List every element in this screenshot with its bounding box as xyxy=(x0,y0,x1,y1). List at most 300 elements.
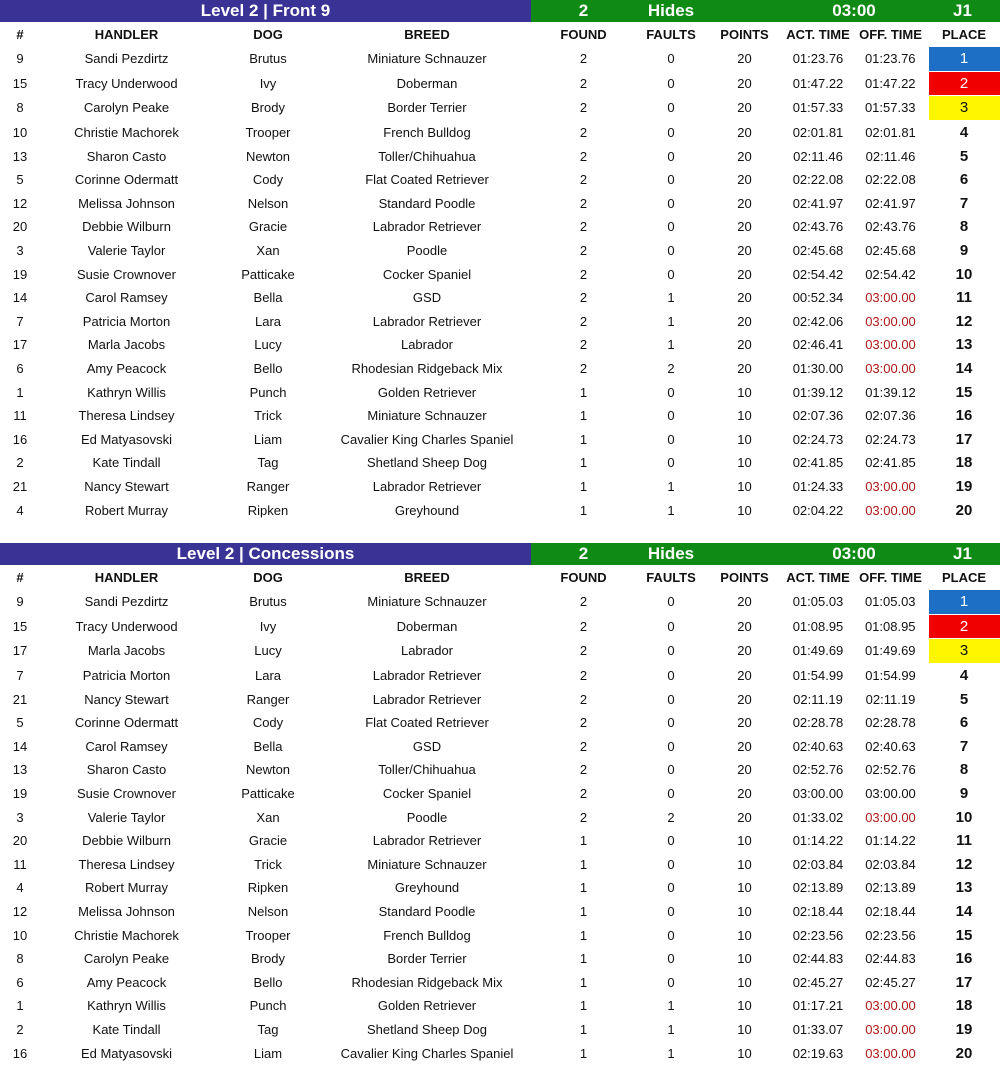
cell-faults: 0 xyxy=(667,833,675,849)
table-row xyxy=(0,215,1000,239)
cell-faults: 0 xyxy=(667,951,675,967)
cell-off-time: 02:28.78 xyxy=(865,715,916,731)
cell-breed: Labrador Retriever xyxy=(372,691,482,707)
cell-points: 10 xyxy=(737,833,752,849)
cell-place: 2 xyxy=(928,614,1000,639)
cell-found: 1 xyxy=(579,998,588,1014)
cell-faults: 0 xyxy=(667,974,675,990)
cell-off-time: 02:11.19 xyxy=(865,691,916,707)
cell-points: 20 xyxy=(737,313,752,329)
cell-act-time: 02:44.83 xyxy=(792,951,844,967)
cell-number: 20 xyxy=(12,219,28,235)
cell-found: 2 xyxy=(579,361,588,377)
cell-number: 20 xyxy=(12,833,28,849)
cell-breed: Labrador Retriever xyxy=(372,219,482,235)
cell-faults: 1 xyxy=(667,1021,675,1037)
cell-act-time: 01:54.99 xyxy=(792,667,844,683)
cell-place: 4 xyxy=(959,124,969,142)
table-row xyxy=(0,923,1000,947)
table-row xyxy=(0,971,1000,995)
judge-label: J1 xyxy=(953,1,972,20)
table-row xyxy=(0,687,1000,711)
cell-found: 1 xyxy=(579,384,588,400)
cell-number: 11 xyxy=(13,408,27,424)
cell-faults: 0 xyxy=(667,691,675,707)
cell-breed: Doberman xyxy=(396,75,458,91)
table-row xyxy=(0,47,1000,72)
cell-off-time: 02:54.42 xyxy=(865,266,916,282)
cell-off-time: 03:00.00 xyxy=(865,809,916,825)
cell-breed: Shetland Sheep Dog xyxy=(367,455,487,471)
cell-found: 2 xyxy=(579,243,588,259)
table-row xyxy=(0,614,1000,639)
cell-act-time: 02:03.84 xyxy=(792,856,844,872)
cell-act-time: 03:00.00 xyxy=(792,786,844,802)
table-body xyxy=(0,590,1000,1065)
cell-faults: 0 xyxy=(667,243,675,259)
cell-place: 9 xyxy=(959,785,969,803)
cell-breed: French Bulldog xyxy=(383,927,471,943)
cell-dog: Xan xyxy=(256,243,280,259)
cell-points: 20 xyxy=(737,51,752,67)
table-row xyxy=(0,144,1000,168)
section-title: Level 2 | Concessions xyxy=(0,543,531,565)
cell-act-time: 02:13.89 xyxy=(792,880,844,896)
results-table xyxy=(0,565,1000,1065)
table-row xyxy=(0,639,1000,664)
cell-breed: Doberman xyxy=(396,618,458,634)
cell-place: 19 xyxy=(955,1020,973,1038)
cell-dog: Brody xyxy=(251,951,285,967)
cell-points: 20 xyxy=(737,337,752,353)
cell-handler: Ed Matyasovski xyxy=(80,1045,173,1061)
cell-act-time: 02:19.63 xyxy=(792,1045,844,1061)
cell-place: 14 xyxy=(955,903,973,921)
cell-number: 7 xyxy=(16,313,24,329)
section-title-bar xyxy=(0,0,1000,22)
cell-off-time: 01:49.69 xyxy=(864,643,916,659)
cell-found: 2 xyxy=(579,290,588,306)
cell-number: 13 xyxy=(12,148,28,164)
cell-points: 20 xyxy=(737,266,752,282)
cell-faults: 0 xyxy=(667,643,675,659)
cell-off-time: 02:01.81 xyxy=(865,124,916,140)
cell-faults: 0 xyxy=(667,124,675,140)
cell-number: 6 xyxy=(16,974,24,990)
cell-handler: Carolyn Peake xyxy=(83,100,170,116)
time-limit: 03:00 xyxy=(832,1,876,20)
cell-number: 19 xyxy=(12,786,28,802)
cell-act-time: 01:33.02 xyxy=(792,809,844,825)
cell-faults: 0 xyxy=(667,148,675,164)
cell-handler: Corinne Odermatt xyxy=(74,172,179,188)
cell-act-time: 01:05.03 xyxy=(792,594,844,610)
cell-breed: Cavalier King Charles Spaniel xyxy=(340,431,514,447)
cell-off-time: 01:23.76 xyxy=(864,51,916,67)
cell-handler: Carol Ramsey xyxy=(85,290,168,306)
cell-act-time: 01:33.07 xyxy=(792,1021,844,1037)
table-row xyxy=(0,120,1000,144)
cell-off-time: 01:08.95 xyxy=(864,618,916,634)
cell-found: 2 xyxy=(579,715,588,731)
column-header-off-time: OFF. TIME xyxy=(859,569,922,585)
cell-breed: Poodle xyxy=(406,243,448,259)
cell-place: 7 xyxy=(959,194,969,212)
cell-act-time: 02:40.63 xyxy=(792,738,844,754)
cell-breed: French Bulldog xyxy=(383,124,471,140)
table-row xyxy=(0,1018,1000,1042)
cell-handler: Carolyn Peake xyxy=(83,951,170,967)
cell-dog: Patticake xyxy=(241,786,295,802)
cell-act-time: 02:23.56 xyxy=(792,927,844,943)
table-row xyxy=(0,96,1000,121)
cell-number: 2 xyxy=(16,1021,24,1037)
cell-found: 2 xyxy=(579,51,588,67)
cell-act-time: 02:22.08 xyxy=(792,172,844,188)
hides-count: 2 xyxy=(578,544,589,563)
cell-off-time: 02:22.08 xyxy=(865,172,916,188)
cell-breed: Labrador Retriever xyxy=(372,478,482,494)
table-body xyxy=(0,47,1000,522)
cell-handler: Corinne Odermatt xyxy=(74,715,179,731)
cell-dog: Bello xyxy=(253,974,283,990)
column-header-handler: HANDLER xyxy=(94,26,159,42)
cell-number: 2 xyxy=(16,455,24,471)
cell-act-time: 01:14.22 xyxy=(792,833,844,849)
cell-handler: Patricia Morton xyxy=(82,667,171,683)
cell-points: 10 xyxy=(737,951,752,967)
cell-handler: Sharon Casto xyxy=(86,148,167,164)
cell-number: 15 xyxy=(12,75,28,91)
cell-act-time: 02:11.46 xyxy=(793,148,843,164)
cell-place: 19 xyxy=(955,477,973,495)
cell-off-time: 02:23.56 xyxy=(865,927,916,943)
cell-dog: Tag xyxy=(257,455,279,471)
column-header-dog: DOG xyxy=(253,569,283,585)
cell-dog: Punch xyxy=(249,998,287,1014)
column-header-off-time: OFF. TIME xyxy=(859,26,922,42)
cell-place: 16 xyxy=(955,950,973,968)
cell-handler: Christie Machorek xyxy=(74,927,179,943)
cell-points: 10 xyxy=(737,904,752,920)
cell-points: 20 xyxy=(737,290,752,306)
cell-number: 8 xyxy=(16,951,24,967)
cell-breed: Golden Retriever xyxy=(377,998,477,1014)
cell-points: 20 xyxy=(737,715,752,731)
cell-dog: Brutus xyxy=(249,594,287,610)
cell-points: 20 xyxy=(737,691,752,707)
cell-dog: Trick xyxy=(254,856,282,872)
cell-place: 12 xyxy=(955,855,973,873)
cell-found: 2 xyxy=(579,618,588,634)
cell-off-time: 02:45.27 xyxy=(865,974,916,990)
cell-breed: Labrador Retriever xyxy=(372,667,482,683)
table-row xyxy=(0,380,1000,404)
cell-points: 10 xyxy=(737,384,752,400)
cell-off-time: 01:47.22 xyxy=(864,75,916,91)
cell-breed: Miniature Schnauzer xyxy=(367,408,487,424)
cell-handler: Theresa Lindsey xyxy=(78,408,175,424)
cell-found: 2 xyxy=(579,313,588,329)
cell-off-time: 02:45.68 xyxy=(865,243,916,259)
cell-act-time: 01:08.95 xyxy=(792,618,844,634)
cell-place: 1 xyxy=(928,590,1000,615)
cell-act-time: 01:49.69 xyxy=(792,643,844,659)
cell-found: 2 xyxy=(579,643,588,659)
cell-breed: Miniature Schnauzer xyxy=(367,51,487,67)
table-row xyxy=(0,428,1000,452)
cell-breed: Golden Retriever xyxy=(377,384,477,400)
cell-number: 11 xyxy=(13,856,27,872)
cell-found: 1 xyxy=(579,1021,588,1037)
cell-off-time: 02:18.44 xyxy=(865,904,916,920)
cell-off-time: 01:39.12 xyxy=(865,384,916,400)
cell-handler: Amy Peacock xyxy=(86,974,167,990)
cell-points: 20 xyxy=(737,786,752,802)
cell-place: 16 xyxy=(955,407,973,425)
cell-place: 11 xyxy=(956,289,972,307)
cell-found: 1 xyxy=(579,974,588,990)
cell-found: 1 xyxy=(579,408,588,424)
cell-dog: Liam xyxy=(253,1045,283,1061)
table-row xyxy=(0,1041,1000,1065)
column-header-number: # xyxy=(16,569,24,585)
cell-place: 4 xyxy=(959,667,969,685)
table-row xyxy=(0,310,1000,334)
cell-place: 13 xyxy=(955,336,973,354)
cell-found: 1 xyxy=(579,856,588,872)
cell-points: 20 xyxy=(737,643,752,659)
cell-found: 2 xyxy=(579,75,588,91)
table-row xyxy=(0,947,1000,971)
cell-act-time: 02:01.81 xyxy=(792,124,844,140)
cell-number: 17 xyxy=(12,643,28,659)
cell-off-time: 02:24.73 xyxy=(865,431,916,447)
cell-dog: Cody xyxy=(252,172,284,188)
cell-off-time: 02:41.97 xyxy=(865,195,916,211)
cell-number: 1 xyxy=(16,384,24,400)
cell-points: 10 xyxy=(737,998,752,1014)
table-row xyxy=(0,805,1000,829)
cell-dog: Ranger xyxy=(246,691,290,707)
cell-dog: Tag xyxy=(257,1021,279,1037)
cell-place: 20 xyxy=(955,501,973,519)
cell-dog: Nelson xyxy=(247,904,289,920)
cell-handler: Melissa Johnson xyxy=(78,195,175,211)
cell-found: 2 xyxy=(579,195,588,211)
cell-number: 3 xyxy=(16,809,24,825)
cell-points: 20 xyxy=(737,809,752,825)
table-row xyxy=(0,900,1000,924)
cell-handler: Debbie Wilburn xyxy=(82,219,171,235)
cell-dog: Bella xyxy=(253,738,283,754)
hides-label: Hides xyxy=(647,1,695,20)
cell-breed: Labrador xyxy=(400,337,454,353)
table-row xyxy=(0,286,1000,310)
cell-points: 20 xyxy=(737,172,752,188)
cell-faults: 0 xyxy=(667,594,675,610)
cell-act-time: 02:43.76 xyxy=(792,219,844,235)
cell-place: 15 xyxy=(955,383,973,401)
cell-handler: Carol Ramsey xyxy=(85,738,168,754)
cell-faults: 0 xyxy=(667,431,675,447)
cell-place: 1 xyxy=(928,47,1000,72)
cell-number: 9 xyxy=(16,594,24,610)
cell-act-time: 02:24.73 xyxy=(792,431,844,447)
cell-faults: 0 xyxy=(667,266,675,282)
cell-place: 6 xyxy=(959,171,969,189)
cell-dog: Ripken xyxy=(247,880,289,896)
cell-act-time: 01:23.76 xyxy=(792,51,844,67)
cell-dog: Liam xyxy=(253,431,283,447)
cell-points: 20 xyxy=(737,667,752,683)
cell-dog: Bella xyxy=(253,290,283,306)
cell-act-time: 02:54.42 xyxy=(792,266,844,282)
cell-act-time: 02:52.76 xyxy=(792,762,844,778)
table-row xyxy=(0,711,1000,735)
cell-dog: Ivy xyxy=(259,618,277,634)
cell-number: 14 xyxy=(12,290,28,306)
cell-found: 1 xyxy=(579,431,588,447)
cell-breed: Greyhound xyxy=(394,880,460,896)
cell-act-time: 02:07.36 xyxy=(792,408,844,424)
cell-place: 5 xyxy=(959,690,969,708)
cell-off-time: 02:03.84 xyxy=(865,856,916,872)
cell-dog: Trooper xyxy=(245,124,291,140)
table-row xyxy=(0,71,1000,96)
cell-points: 20 xyxy=(737,195,752,211)
cell-number: 14 xyxy=(12,738,28,754)
cell-breed: GSD xyxy=(412,738,442,754)
cell-breed: Flat Coated Retriever xyxy=(365,172,489,188)
cell-found: 1 xyxy=(579,1045,588,1061)
cell-faults: 0 xyxy=(667,51,675,67)
cell-points: 20 xyxy=(737,738,752,754)
results-section-concessions xyxy=(0,543,1000,1065)
cell-number: 13 xyxy=(12,762,28,778)
cell-points: 10 xyxy=(737,431,752,447)
table-row xyxy=(0,239,1000,263)
table-row xyxy=(0,404,1000,428)
cell-points: 20 xyxy=(737,75,752,91)
cell-found: 1 xyxy=(579,904,588,920)
cell-place: 13 xyxy=(955,879,973,897)
cell-off-time: 03:00.00 xyxy=(865,313,916,329)
cell-off-time: 02:41.85 xyxy=(865,455,916,471)
cell-handler: Tracy Underwood xyxy=(75,75,178,91)
cell-off-time: 02:11.46 xyxy=(865,148,916,164)
cell-breed: Standard Poodle xyxy=(378,195,476,211)
table-row xyxy=(0,735,1000,759)
cell-handler: Theresa Lindsey xyxy=(78,856,175,872)
cell-handler: Marla Jacobs xyxy=(87,643,166,659)
section-title-bar xyxy=(0,543,1000,565)
cell-off-time: 02:44.83 xyxy=(865,951,916,967)
column-header-place: PLACE xyxy=(941,569,987,585)
table-row xyxy=(0,168,1000,192)
cell-points: 20 xyxy=(737,100,752,116)
cell-breed: Cocker Spaniel xyxy=(382,266,472,282)
cell-off-time: 03:00.00 xyxy=(865,478,916,494)
cell-breed: Border Terrier xyxy=(387,100,467,116)
column-header-dog: DOG xyxy=(253,26,283,42)
cell-handler: Nancy Stewart xyxy=(84,478,169,494)
cell-handler: Melissa Johnson xyxy=(78,904,175,920)
cell-dog: Trooper xyxy=(245,927,291,943)
cell-number: 12 xyxy=(12,904,28,920)
cell-breed: Greyhound xyxy=(394,502,460,518)
cell-place: 15 xyxy=(955,926,973,944)
cell-found: 2 xyxy=(579,738,588,754)
cell-found: 2 xyxy=(579,172,588,188)
cell-act-time: 01:30.00 xyxy=(792,361,844,377)
cell-faults: 0 xyxy=(667,75,675,91)
cell-dog: Lucy xyxy=(254,337,282,353)
cell-points: 10 xyxy=(737,1045,752,1061)
cell-found: 2 xyxy=(579,786,588,802)
cell-handler: Marla Jacobs xyxy=(87,337,166,353)
cell-dog: Patticake xyxy=(241,266,295,282)
cell-number: 4 xyxy=(16,880,24,896)
results-table xyxy=(0,22,1000,522)
cell-off-time: 01:14.22 xyxy=(865,833,916,849)
cell-faults: 1 xyxy=(667,1045,675,1061)
cell-breed: Poodle xyxy=(406,809,448,825)
table-row xyxy=(0,758,1000,782)
column-header-breed: BREED xyxy=(404,26,450,42)
cell-handler: Sandi Pezdirtz xyxy=(84,594,169,610)
cell-act-time: 00:52.34 xyxy=(792,290,844,306)
cell-handler: Kate Tindall xyxy=(92,455,161,471)
cell-faults: 1 xyxy=(667,502,675,518)
cell-handler: Valerie Taylor xyxy=(87,243,166,259)
cell-act-time: 01:57.33 xyxy=(792,100,844,116)
cell-off-time: 03:00.00 xyxy=(865,1021,916,1037)
cell-place: 17 xyxy=(955,973,973,991)
cell-number: 21 xyxy=(12,691,28,707)
cell-number: 15 xyxy=(12,618,28,634)
cell-handler: Sandi Pezdirtz xyxy=(84,51,169,67)
cell-handler: Debbie Wilburn xyxy=(82,833,171,849)
table-row xyxy=(0,663,1000,687)
cell-breed: Cavalier King Charles Spaniel xyxy=(340,1045,514,1061)
cell-dog: Trick xyxy=(254,408,282,424)
cell-off-time: 03:00.00 xyxy=(865,290,916,306)
hides-count: 2 xyxy=(578,1,589,20)
cell-found: 2 xyxy=(579,691,588,707)
cell-breed: Standard Poodle xyxy=(378,904,476,920)
cell-off-time: 02:52.76 xyxy=(865,762,916,778)
cell-number: 16 xyxy=(12,431,28,447)
cell-place: 17 xyxy=(955,430,973,448)
cell-points: 20 xyxy=(737,594,752,610)
table-header-row xyxy=(0,565,1000,590)
cell-points: 20 xyxy=(737,618,752,634)
cell-dog: Gracie xyxy=(248,219,288,235)
column-header-act-time: ACT. TIME xyxy=(786,569,850,585)
cell-off-time: 03:00.00 xyxy=(865,1045,916,1061)
column-header-breed: BREED xyxy=(404,569,450,585)
cell-points: 10 xyxy=(737,880,752,896)
cell-number: 12 xyxy=(12,195,28,211)
cell-faults: 1 xyxy=(667,337,675,353)
cell-faults: 0 xyxy=(667,455,675,471)
cell-faults: 0 xyxy=(667,927,675,943)
cell-dog: Lucy xyxy=(254,643,282,659)
cell-points: 20 xyxy=(737,148,752,164)
cell-breed: Toller/Chihuahua xyxy=(378,762,476,778)
cell-number: 3 xyxy=(16,243,24,259)
